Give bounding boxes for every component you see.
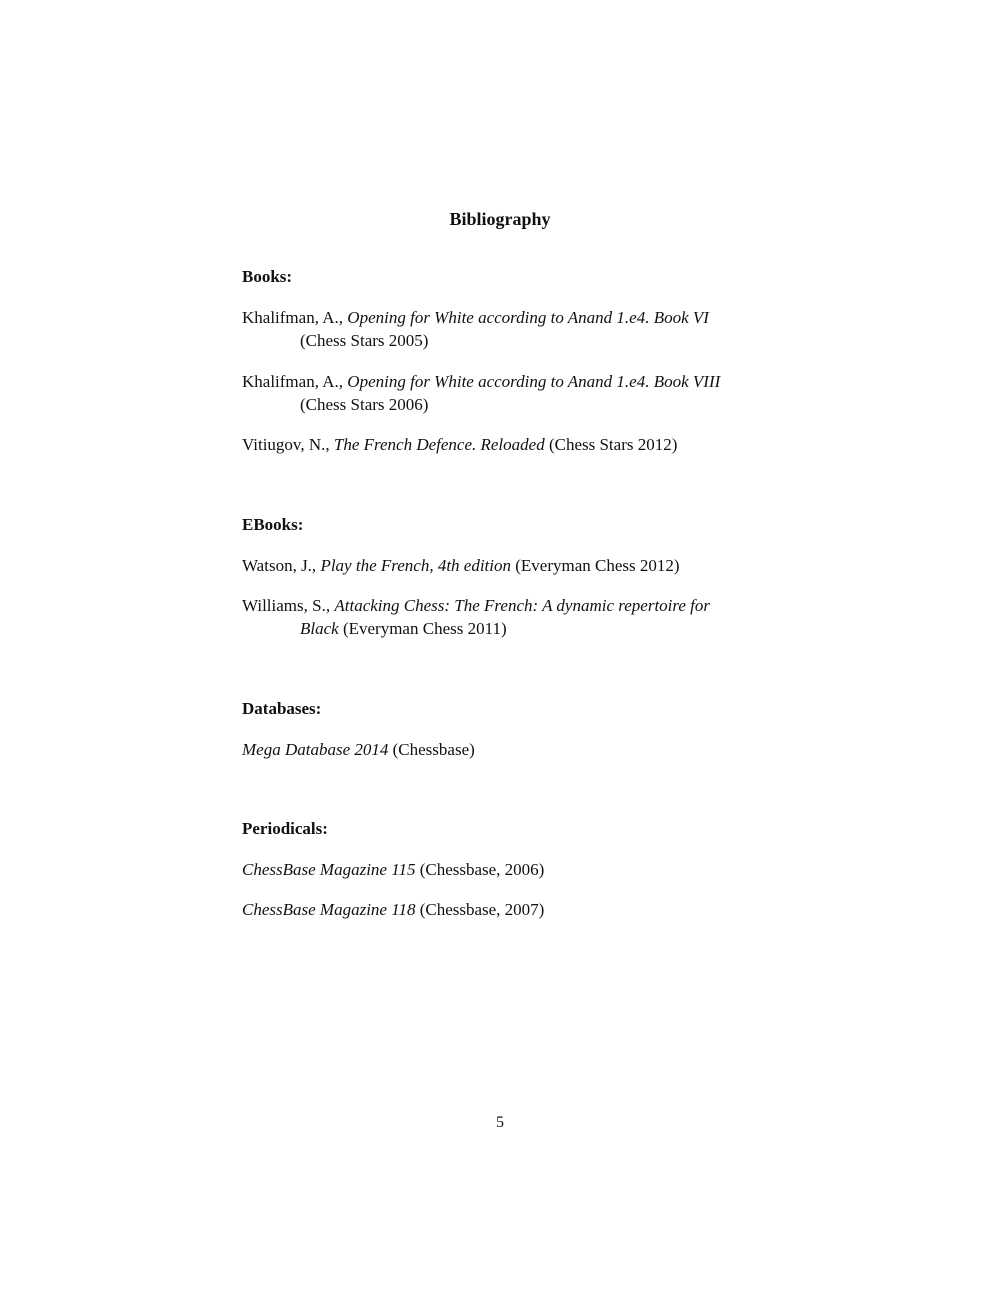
bibliography-entry xyxy=(242,738,782,761)
entry-title: Play the French, 4th edition xyxy=(320,556,512,575)
entry-title: Mega Database 2014 xyxy=(242,740,389,759)
bibliography-entry xyxy=(242,858,782,881)
bibliography-entry xyxy=(242,594,782,640)
page-title: Bibliography xyxy=(449,209,551,229)
entry-publisher: (Everyman Chess 2012) xyxy=(511,556,680,575)
entry-publisher: (Chess Stars 2005) xyxy=(300,331,429,350)
entry-author: Khalifman, A., xyxy=(242,372,348,391)
entry-publisher: (Chessbase, 2007) xyxy=(415,900,545,919)
entry-title: ChessBase Magazine 118 xyxy=(242,900,416,919)
section-heading-databases: Databases: xyxy=(242,699,322,718)
entry-author: Khalifman, A., xyxy=(242,308,348,327)
entry-continuation xyxy=(242,617,782,640)
entry-title: Opening for White according to Anand 1.e4. Book VIII xyxy=(347,372,721,391)
bibliography-entry xyxy=(242,898,782,921)
entry-publisher: (Chessbase, 2006) xyxy=(415,860,545,879)
entry-title: ChessBase Magazine 115 xyxy=(242,860,416,879)
entry-publisher: (Chess Stars 2012) xyxy=(544,435,678,454)
entry-author: Watson, J., xyxy=(242,556,321,575)
entry-author: Vitiugov, N., xyxy=(242,435,334,454)
section-heading-books: Books: xyxy=(242,267,293,286)
entry-title: Attacking Chess: The French: A dynamic repertoire for xyxy=(334,596,711,615)
page-number: 5 xyxy=(496,1114,504,1131)
entry-title-continued: Black xyxy=(300,619,339,638)
entry-title: The French Defence. Reloaded xyxy=(333,435,545,454)
section-heading-periodicals: Periodicals: xyxy=(242,819,328,838)
bibliography-entry xyxy=(242,433,782,456)
bibliography-entry xyxy=(242,554,782,577)
entry-author: Williams, S., xyxy=(242,596,335,615)
bibliography-entry xyxy=(242,370,782,416)
entry-title: Opening for White according to Anand 1.e4. Book VI xyxy=(347,308,709,327)
section-heading-ebooks: EBooks: xyxy=(242,515,304,534)
entry-publisher: (Chess Stars 2006) xyxy=(300,395,429,414)
entry-publisher: (Chessbase) xyxy=(388,740,475,759)
entry-publisher: (Everyman Chess 2011) xyxy=(338,619,507,638)
bibliography-entry xyxy=(242,306,782,352)
